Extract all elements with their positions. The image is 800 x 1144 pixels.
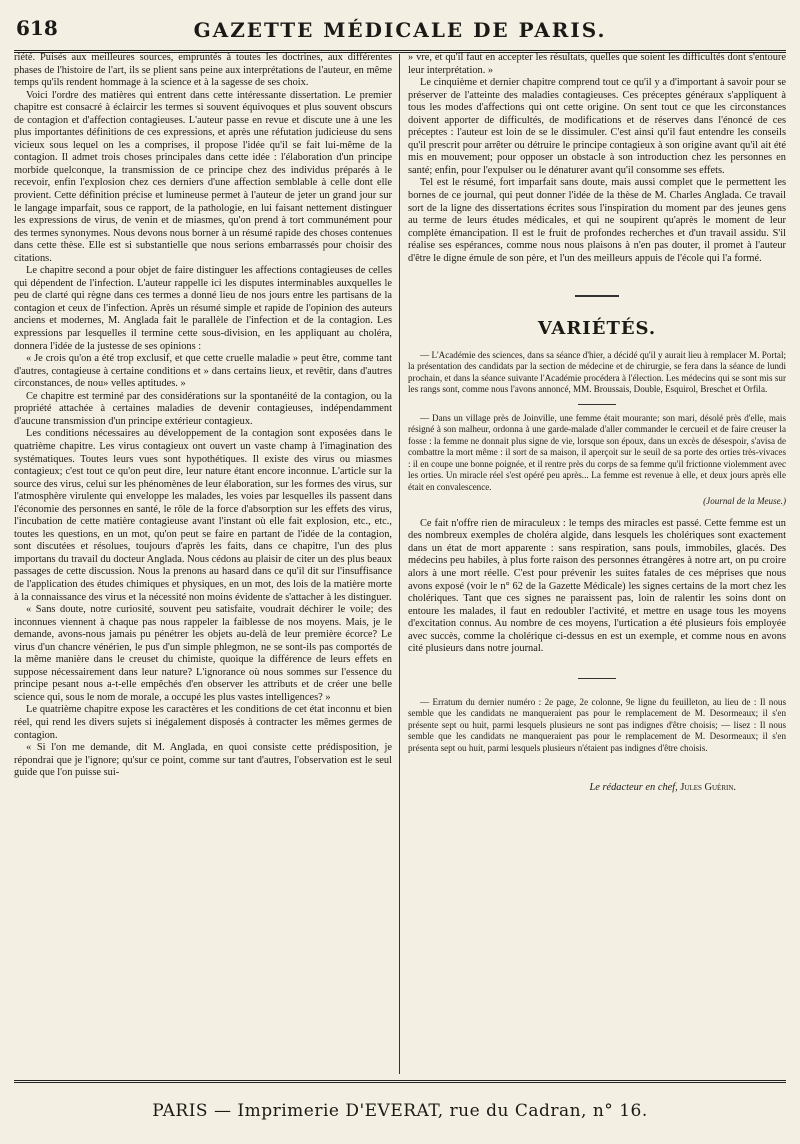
paragraph: riété. Puisés aux meilleures sources, empruntés à toutes les doctrines, aux différentes phases de l'histoire de l'art, ils se plient sans peine aux interprétations de l'auteur, en même temps qu'ils rendent hommage à la science et à la sagesse de ses choix. [14,52,392,89]
page-footer [14,1080,786,1133]
news-item: — Dans un village près de Joinville, une femme était mourante; son mari, désolé près d'elle, mais résigné à son malheur, ordonna à une garde-malade d'aller commander le cercueil et de faire creuser la fosse : la femme ne donnait plus signe de vie, lorsque son époux, dans un excès de désespoir, s'avisa de combattre la mort même : il sort de sa maison, il aperçoit sur le seuil de sa porte des orties très-vivaces : il en coupe une bonne poignée, et il rentre près du corps de sa femme qu'il frictionne violemment avec les orties. Un miracle réel s'est opéré peu après... La femme est revenue à elle, et deux jours après elle était en convalescence. [408,412,786,492]
quote-paragraph: « Sans doute, notre curiosité, souvent peu satisfaite, voudrait déchirer le voile; des inconnues viennent à chaque pas nous rappeler la faiblesse de nos moyens. Mais, je le demande, avons-nous jamais pu pénétrer les objets au-delà de leur première écorce? Le virus d'un chancre vénérien, le pus d'un simple phlegmon, ne se sont-ils pas comportés de la même manière dans le creuset du chimiste, quoique la différence de leurs effets en suppose nécessairement dans leur nature? L'ignorance où nous sommes sur l'essence du principe pesant nous a-t-elle empêchés d'en observer les attributs et de créer une belle science qui, sous le nom de morale, a occupé les plus vastes intelligences? » [14,604,392,703]
paragraph: Ce chapitre est terminé par des considérations sur la spontanéité de la contagion, ou la propriété attachée à certaines maladies de devenir contagieuses, indépendamment d'aucune transmission d'un principe extérieur contagieux. [14,390,392,427]
paragraph: Tel est le résumé, fort imparfait sans doute, mais aussi complet que le permettent les bornes de ce journal, qui peut donner l'idée de la thèse de M. Charles Anglada. Ce travail sort de la ligne des dissertations écrites sous l'inspiration du moment par des jeunes gens au terme de leurs études médicales, et qui ne soupirent qu'après le moment de leur complète émancipation. Il est le fruit de profondes recherches et d'un travail assidu. S'il réalise ses espérances, comme nous nous plaisons à n'en pas douter, il promet à l'auteur d'être le digne émule de son père, et l'un des meilleurs appuis de l'école qui l'a formé. [408,177,786,264]
paragraph: Le chapitre second a pour objet de faire distinguer les affections contagieuses de celles qui dépendent de l'infection. L'auteur rappelle ici les disputes interminables auxquelles le peu de clarté qui règne dans ces termes a donné lieu de nos jours entre les partisans de la contagion et ceux de l'infection. Après un résumé simple et rapide de l'opinion des auteurs anciens et modernes, M. Anglada fait le parallèle de l'infection et de la contagion. Les expressions par lesquelles il termine cette sous-division, en les appliquant au choléra, donnera l'idée de la justesse de ses opinions : [14,265,392,352]
signature-name: Jules Guérin. [680,782,736,794]
separator-rule [575,295,619,297]
erratum: — Erratum du dernier numéro : 2e page, 2e colonne, 9e ligne du feuilleton, au lieu de : Il nous semble que les candidats ne manqueraient pas pour le remplacement de M. Desormeaux; il s'en présente sept ou huit, parmi lesquels plusieurs ne sont pas indignes d'être choisis; — lisez : Il nous semble que les candidats ne manqueraient pas pour le remplacement de M. Desormeaux; il s'en présenta sept ou huit, parmi lesquels plusieurs n'étaient pas indignes d'être choisis. [408,696,786,753]
separator-rule [578,678,616,679]
paragraph: » vre, et qu'il faut en accepter les résultats, quelles que soient les difficultés dont s'entoure leur interprétation. » [408,52,786,76]
quote-paragraph: « Je crois qu'on a été trop exclusif, et que cette cruelle maladie » peut être, comme tant d'autres, contagieuse à certaine conditions et » dans certains lieux, et revêtir, dans d'autres circonstances, de nou» velles aptitudes. » [14,353,392,390]
news-source: (Journal de la Meuse.) [703,496,786,507]
quote-paragraph: « Si l'on me demande, dit M. Anglada, en quoi consiste cette prédisposition, je répondrai que je l'ignore; qu'sur ce point, comme sur tant d'autres, l'observation est le seul guide que l'on puisse sui- [14,742,392,779]
editorial-commentary: Ce fait n'offre rien de miraculeux : le temps des miracles est passé. Cette femme est un des nombreux exemples de choléra algide, dans lesquels les cholériques sont exactement dans un état de mort apparente : sans respiration, sans pouls, immobiles, glacés. Des médecins peu habiles, à plus forte raison des personnes étrangères à notre art, on pu croire alors à une mort réelle. C'est pour prévenir les suites fatales de ces méprises que nous avons exposé (voir le n° 62 de la Gazette Médicale) les signes certains de la mort chez les cholériques. Tant que ces signes ne paraissent pas, loin de ralentir les soins dont on entoure les malades, il faut en redoubler l'activité, et mettre en usage tous les moyens d'excitation connus. Au nombre de ces moyens, l'urtication a été plusieurs fois employée avec succès, comme la cholérique ci-dessus en est un exemple, et comme nous en avons cité plusieurs dans notre journal. [408,517,786,655]
printer-imprint: PARIS — Imprimerie D'EVERAT, rue du Cadran, n° 16. [152,1101,648,1121]
journal-title: GAZETTE MÉDICALE DE PARIS. [193,18,607,42]
page-header [14,10,786,53]
signature-prefix: Le rédacteur en chef, [589,782,678,794]
editor-signature [408,782,786,795]
paragraph: Voici l'ordre des matières qui entrent dans cette intéressante dissertation. Le premier chapitre est consacré à éclaircir les termes si souvent équivoques et plus souvent obscurs de contagion et d'affection contagieuses. L'auteur passe en revue et discute une à une les plus importantes définitions de ces expressions, et après une réfutation judicieuse du sens vicieux sous lequel on les a comprises, il propose l'idée qu'il se fait lui-même de la contagion. Il admet trois choses principales dans cette idée : l'élaboration d'un principe morbide quelconque, la transmission de ce principe chez des individus préparés à le recevoir, enfin l'explosion chez ces derniers d'une affection semblable à celle dont elle provient. Cette définition précise et lumineuse permet à l'auteur de jeter un grand jour sur le langage imparfait, sous ce rapport, de la pathologie, en lui faisant nettement distinguer les expressions de virus, de venin et de miasmes, qu'on prend à tort communément pour des termes synonymes. Nous devons nous borner à un résumé rapide des choses contenues dans cette thèse. Elle est si substantielle que nous serions embarrassés pour choisir des citations. [14,89,392,264]
section-title: VARIÉTÉS. [537,318,657,340]
paragraph: Le quatrième chapitre expose les caractères et les conditions de cet état inconnu et bien réel, qui rend les divers sujets si inégalement disposés à contracter les mêmes germes de contagion. [14,704,392,741]
right-column [408,52,786,1078]
column-divider [399,54,400,1074]
page-number: 618 [16,16,58,40]
news-item: — L'Académie des sciences, dans sa séance d'hier, a décidé qu'il y aurait lieu à remplacer M. Portal; la présentation des candidats par la section de médecine et de chirurgie, se fera dans la séance de lundi prochain, et dans la séance suivante l'Académie procédera à l'élection. Les médecins qui se sont mis sur les rangs sont, comme nous l'avons annoncé, MM. Broussais, Double, Esquirol, Breschet et Orfila. [408,349,786,395]
left-column [14,52,392,1078]
paragraph: Le cinquième et dernier chapitre comprend tout ce qu'il y a d'important à savoir pour se préserver de l'atteinte des maladies contagieuses. Ces préceptes généraux s'appliquent à tous les modes d'affections qui ont cette origine. On sent tout ce que les circonstances doivent apporter de difficultés, de modifications et de réserves dans l'énoncé de ces préceptes : l'auteur est loin de se le dissimuler. C'est ainsi qu'il faut entendre les conseils qu'il prescrit pour arrêter ou détruire le principe contagieux à son origine avant qu'il ait été mis en mouvement; pour opposer un obstacle à son introduction chez les personnes en santé; enfin, pour l'expulser ou le dénaturer avant qu'il consomme ses effets. [408,77,786,176]
separator-rule [578,404,616,405]
paragraph: Les conditions nécessaires au développement de la contagion sont exposées dans le quatrième chapitre. Les virus contagieux ont ouvert un vaste champ à l'imagination des systématiques. Toutes leurs vues sont hypothétiques. Il existe des virus ou miasmes contagieux; c'est tout ce qu'on peut dire, leur nature étant encore inconnue. L'article sur la source des virus, celui sur les phénomènes de leur élaboration, sur les formes des virus, sur l'atmosphère virulente qui enveloppe les malades, les voies par lesquelles ils passent dans l'économie des personnes en santé, le rôle de la force d'absorption sur les effets des virus, l'incubation de cette matière contagieuse avant l'instant où elle fait explosion, etc., etc., toutes les questions, en un mot, qu'on peut se faire en partant de l'idée de la contagion, sont discutées et résolues, toujours d'après les faits, dans ce chapitre, l'un des plus importans du travail du docteur Anglada. Nous cédons au plaisir de citer un des plus beaux passages de cette discussion. Nous la prenons au hasard dans ce qu'il dit sur l'insuffisance de l'application des études chimiques et physiques, en un mot, des lois de la matière morte à la connaissance des virus et la nécessité non moins évidente de s'attacher à les distinguer. [14,428,392,603]
